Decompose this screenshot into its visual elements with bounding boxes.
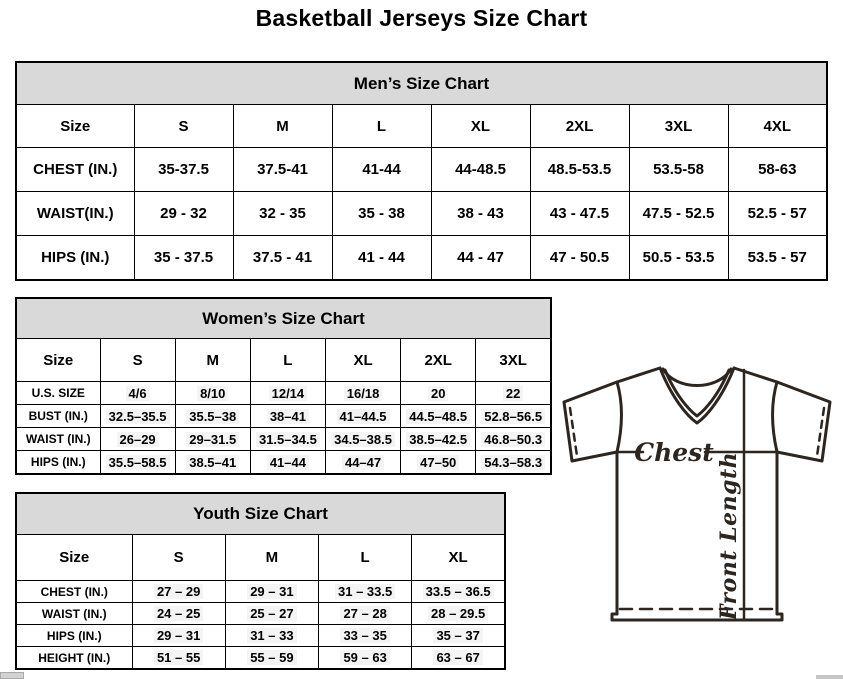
scrollbar-fragment-right[interactable]: [816, 675, 843, 679]
size-value-cell: 54.3–58.3: [476, 451, 551, 475]
size-column-header: S: [100, 339, 175, 382]
size-value-cell: 53.5 - 57: [728, 236, 827, 281]
size-value-cell: 32.5–35.5: [100, 405, 175, 428]
size-value-cell: 29 – 31: [132, 625, 225, 647]
size-value-cell: 35 – 37: [412, 625, 505, 647]
youth-chart-title: Youth Size Chart: [16, 493, 505, 535]
row-label-cell: HIPS (IN.): [16, 625, 132, 647]
size-value-cell: 37.5-41: [233, 148, 332, 192]
scrollbar-fragment-left[interactable]: [0, 672, 24, 679]
size-value-cell: 32 - 35: [233, 192, 332, 236]
jersey-hem: [612, 614, 782, 620]
jersey-shoulder-right: [734, 368, 777, 382]
mens-size-chart-table: [15, 61, 828, 281]
jersey-icon: [556, 360, 840, 628]
table-row: [16, 192, 827, 236]
size-column-header: XL: [325, 339, 400, 382]
table-row: [16, 236, 827, 281]
size-value-cell: 52.5 - 57: [728, 192, 827, 236]
size-value-cell: 35-37.5: [134, 148, 233, 192]
row-label-cell: BUST (IN.): [16, 405, 100, 428]
size-value-cell: 22: [476, 382, 551, 405]
size-value-cell: 31 – 33: [225, 625, 318, 647]
size-value-cell: 37.5 - 41: [233, 236, 332, 281]
size-value-cell: 47 - 50.5: [530, 236, 629, 281]
size-value-cell: 26–29: [100, 428, 175, 451]
size-value-cell: 27 – 28: [319, 603, 412, 625]
size-value-cell: 4/6: [100, 382, 175, 405]
size-value-cell: 29 – 31: [225, 581, 318, 603]
size-column-header: 2XL: [530, 105, 629, 148]
size-column-header: L: [319, 535, 412, 581]
size-value-cell: 8/10: [175, 382, 250, 405]
page-title: Basketball Jerseys Size Chart: [255, 5, 588, 31]
size-column-header: XL: [412, 535, 505, 581]
size-corner-cell: Size: [16, 339, 100, 382]
size-value-cell: 41-44: [332, 148, 431, 192]
size-column-header: 2XL: [401, 339, 476, 382]
table-row: [16, 625, 505, 647]
table-row: [16, 405, 551, 428]
size-value-cell: 55 – 59: [225, 647, 318, 670]
size-column-header: M: [175, 339, 250, 382]
size-column-header: M: [225, 535, 318, 581]
size-value-cell: 33 – 35: [319, 625, 412, 647]
size-value-cell: 58-63: [728, 148, 827, 192]
size-value-cell: 38.5–41: [175, 451, 250, 475]
size-value-cell: 41–44: [250, 451, 325, 475]
jersey-shoulder-left: [617, 368, 660, 382]
front-length-label: Front Length: [716, 451, 742, 621]
youth-size-chart-table: [15, 492, 506, 670]
size-column-header: 4XL: [728, 105, 827, 148]
size-value-cell: 46.8–50.3: [476, 428, 551, 451]
table-row: [16, 148, 827, 192]
size-value-cell: 35 - 38: [332, 192, 431, 236]
womens-size-header-row: [16, 339, 551, 382]
size-value-cell: 47–50: [401, 451, 476, 475]
size-value-cell: 25 – 27: [225, 603, 318, 625]
size-value-cell: 50.5 - 53.5: [629, 236, 728, 281]
table-row: [16, 603, 505, 625]
jersey-armhole-left: [617, 382, 622, 452]
size-value-cell: 31 – 33.5: [319, 581, 412, 603]
mens-size-header-row: [16, 105, 827, 148]
size-value-cell: 44 - 47: [431, 236, 530, 281]
size-value-cell: 41–44.5: [325, 405, 400, 428]
size-value-cell: 44.5–48.5: [401, 405, 476, 428]
womens-size-chart-table: [15, 297, 552, 475]
jersey-armhole-right: [772, 382, 777, 452]
size-column-header: L: [332, 105, 431, 148]
row-label-cell: HIPS (IN.): [16, 451, 100, 475]
row-label-cell: WAIST(IN.): [16, 192, 134, 236]
table-row: [16, 581, 505, 603]
size-value-cell: 34.5–38.5: [325, 428, 400, 451]
size-value-cell: 48.5-53.5: [530, 148, 629, 192]
size-column-header: S: [134, 105, 233, 148]
youth-size-header-row: [16, 535, 505, 581]
row-label-cell: WAIST (IN.): [16, 428, 100, 451]
size-value-cell: 24 – 25: [132, 603, 225, 625]
size-value-cell: 41 - 44: [332, 236, 431, 281]
row-label-cell: U.S. SIZE: [16, 382, 100, 405]
size-value-cell: 43 - 47.5: [530, 192, 629, 236]
table-row: [16, 382, 551, 405]
jersey-collar-back: [663, 369, 731, 386]
size-value-cell: 51 – 55: [132, 647, 225, 670]
size-value-cell: 28 – 29.5: [412, 603, 505, 625]
size-value-cell: 20: [401, 382, 476, 405]
size-corner-cell: Size: [16, 535, 132, 581]
size-value-cell: 29 - 32: [134, 192, 233, 236]
table-row: [16, 451, 551, 475]
size-corner-cell: Size: [16, 105, 134, 148]
size-value-cell: 12/14: [250, 382, 325, 405]
size-value-cell: 31.5–34.5: [250, 428, 325, 451]
mens-chart-title: Men’s Size Chart: [16, 62, 827, 105]
row-label-cell: WAIST (IN.): [16, 603, 132, 625]
size-value-cell: 38–41: [250, 405, 325, 428]
row-label-cell: CHEST (IN.): [16, 148, 134, 192]
size-value-cell: 52.8–56.5: [476, 405, 551, 428]
size-column-header: XL: [431, 105, 530, 148]
size-value-cell: 53.5-58: [629, 148, 728, 192]
size-value-cell: 47.5 - 52.5: [629, 192, 728, 236]
jersey-collar-inner: [665, 370, 729, 416]
size-value-cell: 35 - 37.5: [134, 236, 233, 281]
size-value-cell: 27 – 29: [132, 581, 225, 603]
size-value-cell: 35.5–38: [175, 405, 250, 428]
table-row: [16, 647, 505, 670]
size-value-cell: 44–47: [325, 451, 400, 475]
row-label-cell: HIPS (IN.): [16, 236, 134, 281]
size-value-cell: 29–31.5: [175, 428, 250, 451]
size-value-cell: 16/18: [325, 382, 400, 405]
row-label-cell: CHEST (IN.): [16, 581, 132, 603]
size-column-header: 3XL: [476, 339, 551, 382]
jersey-measurement-diagram: [556, 360, 840, 628]
size-column-header: L: [250, 339, 325, 382]
size-value-cell: 35.5–58.5: [100, 451, 175, 475]
size-column-header: S: [132, 535, 225, 581]
womens-chart-title: Women’s Size Chart: [16, 298, 551, 339]
size-value-cell: 33.5 – 36.5: [412, 581, 505, 603]
size-value-cell: 63 – 67: [412, 647, 505, 670]
size-value-cell: 38 - 43: [431, 192, 530, 236]
size-value-cell: 44-48.5: [431, 148, 530, 192]
size-value-cell: 38.5–42.5: [401, 428, 476, 451]
row-label-cell: HEIGHT (IN.): [16, 647, 132, 670]
table-row: [16, 428, 551, 451]
size-column-header: M: [233, 105, 332, 148]
size-column-header: 3XL: [629, 105, 728, 148]
size-value-cell: 59 – 63: [319, 647, 412, 670]
chest-label: Chest: [634, 438, 714, 467]
